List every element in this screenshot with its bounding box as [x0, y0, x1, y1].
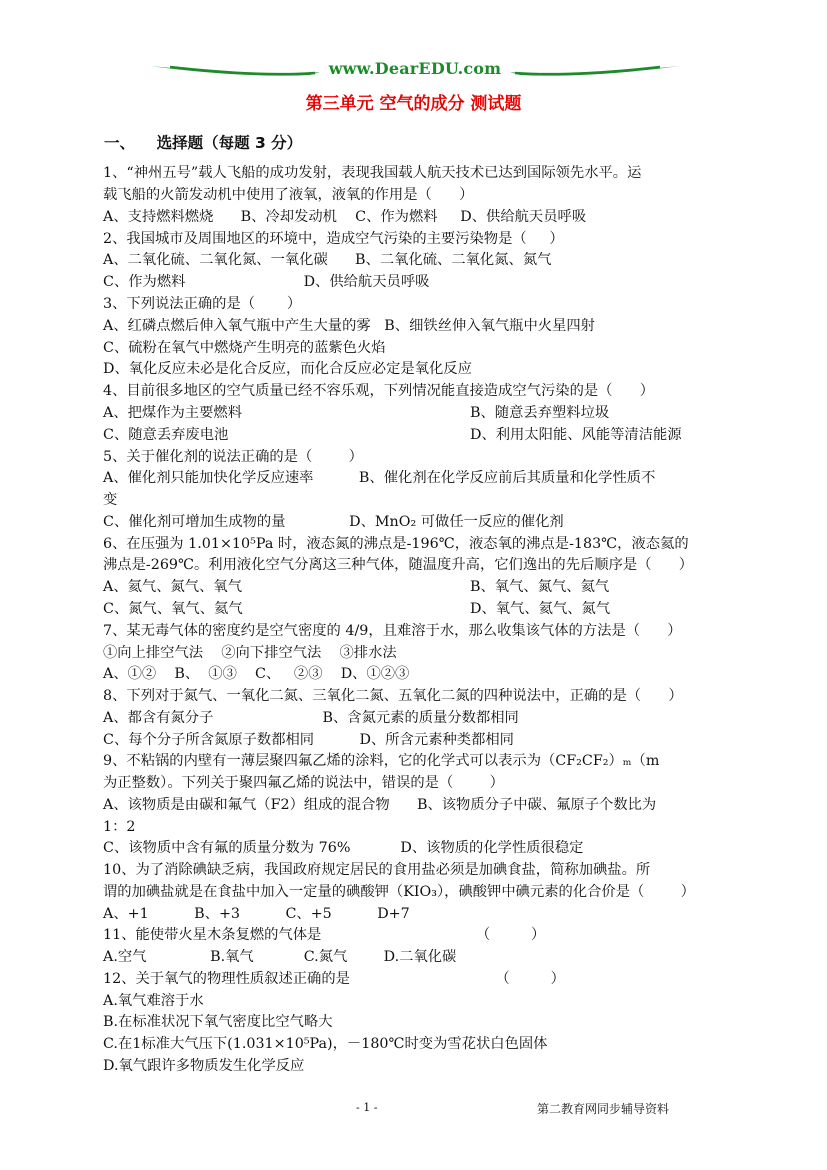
section-heading: 一、 选择题（每题 3 分）: [104, 134, 303, 152]
text-line: 变: [103, 492, 118, 508]
text-line: 12、关于氧气的物理性质叙述正确的是 （ ）: [103, 971, 565, 987]
text-line: 1：2: [103, 819, 136, 835]
text-line: A、把煤作为主要燃料: [103, 405, 242, 421]
text-line: D、氧化反应未必是化合反应，而化合反应必定是氧化反应: [103, 361, 472, 377]
text-line: 3、下列说法正确的是（ ）: [103, 296, 302, 312]
text-line: A、支持燃料燃烧 B、冷却发动机 C、作为燃料 D、供给航天员呼吸: [103, 209, 587, 225]
option-right: B、随意丢弃塑料垃圾: [470, 405, 610, 421]
text-line: 10、为了消除碘缺乏病，我国政府规定居民的食用盐必须是加碘食盐，简称加碘盐。所: [103, 862, 651, 878]
text-line: A、红磷点燃后伸入氧气瓶中产生大量的雾 B、细铁丝伸入氧气瓶中火星四射: [103, 318, 595, 334]
text-line: 6、在压强为 1.01×10⁵Pa 时，液态氮的沸点是-196℃，液态氧的沸点是-183℃，液态氦的: [103, 536, 689, 552]
text-line: C、随意丢弃废电池: [103, 427, 229, 443]
page-title: 第三单元 空气的成分 测试题: [305, 94, 522, 114]
text-line: C、催化剂可增加生成物的量 D、MnO₂ 可做任一反应的催化剂: [103, 514, 564, 530]
text-line: C、每个分子所含氮原子数都相同 D、所含元素种类都相同: [103, 732, 514, 748]
option-right: D、利用太阳能、风能等清洁能源: [470, 427, 682, 443]
text-line: C.在1标准大气压下(1.031×10⁵Pa)，－180℃时变为雪花状白色固体: [103, 1036, 548, 1052]
text-line: A.空气 B.氧气 C.氮气 D.二氧化碳: [103, 949, 457, 965]
text-line: C、氮气、氧气、氦气: [103, 601, 243, 617]
text-line: 为正整数）。下列关于聚四氟乙烯的说法中，错误的是（ ）: [103, 775, 504, 791]
text-line: ①向上排空气法 ②向下排空气法 ③排水法: [103, 645, 397, 661]
text-line: 7、某无毒气体的密度约是空气密度的 4/9，且难溶于水，那么收集该气体的方法是（ ）: [103, 623, 682, 639]
text-line: A、+1 B、+3 C、+5 D+7: [103, 906, 410, 922]
text-line: A、该物质是由碳和氟气（F2）组成的混合物 B、该物质分子中碳、氟原子个数比为: [103, 797, 657, 813]
text-line: A、都含有氮分子 B、含氮元素的质量分数都相同: [103, 710, 519, 726]
text-line: 载飞船的火箭发动机中使用了液氧，液氧的作用是（ ）: [103, 187, 474, 203]
option-right: B、氧气、氮气、氦气: [470, 579, 610, 595]
text-line: 2、我国城市及周围地区的环境中，造成空气污染的主要污染物是（ ）: [103, 231, 564, 247]
footer-source: 第二教育网同步辅导资料: [537, 1102, 670, 1116]
text-line: 8、下列对于氮气、一氧化二氮、三氧化二氮、五氧化二氮的四种说法中，正确的是（ ）: [103, 688, 683, 704]
text-line: 谓的加碘盐就是在食盐中加入一定量的碘酸钾（KIO₃），碘酸钾中碘元素的化合价是（ ）: [103, 884, 695, 900]
text-line: 9、不粘锅的内壁有一薄层聚四氟乙烯的涂料，它的化学式可以表示为（CF₂CF₂）ₘ（m: [103, 753, 660, 769]
text-line: B.在标准状况下氧气密度比空气略大: [103, 1014, 333, 1030]
text-line: A、①② B、 ①③ C、 ②③ D、①②③: [103, 666, 410, 682]
text-line: C、该物质中含有氟的质量分数为 76% D、该物质的化学性质很稳定: [103, 840, 584, 856]
text-line: 沸点是-269℃。利用液化空气分离这三种气体，随温度升高，它们逸出的先后顺序是（ ）: [103, 557, 694, 573]
text-line: 1、“神州五号”载人飞船的成功发射，表现我国载人航天技术已达到国际领先水平。运: [103, 165, 642, 181]
text-line: C、硫粉在氧气中燃烧产生明亮的蓝紫色火焰: [103, 340, 386, 356]
text-line: A、氦气、氮气、氧气: [103, 579, 242, 595]
text-line: 11、能使带火星木条复燃的气体是 （ ）: [103, 927, 546, 943]
text-line: 4、目前很多地区的空气质量已经不容乐观，下列情况能直接造成空气污染的是（ ）: [103, 383, 655, 399]
site-url: www.DearEDU.com: [328, 59, 502, 78]
text-line: A、催化剂只能加快化学反应速率 B、催化剂在化学反应前后其质量和化学性质不: [103, 470, 656, 486]
text-line: A、二氧化硫、二氧化氮、一氧化碳 B、二氧化硫、二氧化氮、氮气: [103, 252, 552, 268]
text-line: D.氧气跟许多物质发生化学反应: [103, 1058, 305, 1074]
page-number: - 1 -: [356, 1101, 378, 1114]
text-line: C、作为燃料 D、供给航天员呼吸: [103, 274, 430, 290]
option-right: D、氧气、氦气、氮气: [470, 601, 611, 617]
text-line: 5、关于催化剂的说法正确的是（ ）: [103, 449, 363, 465]
text-line: A.氧气难溶于水: [103, 993, 204, 1009]
